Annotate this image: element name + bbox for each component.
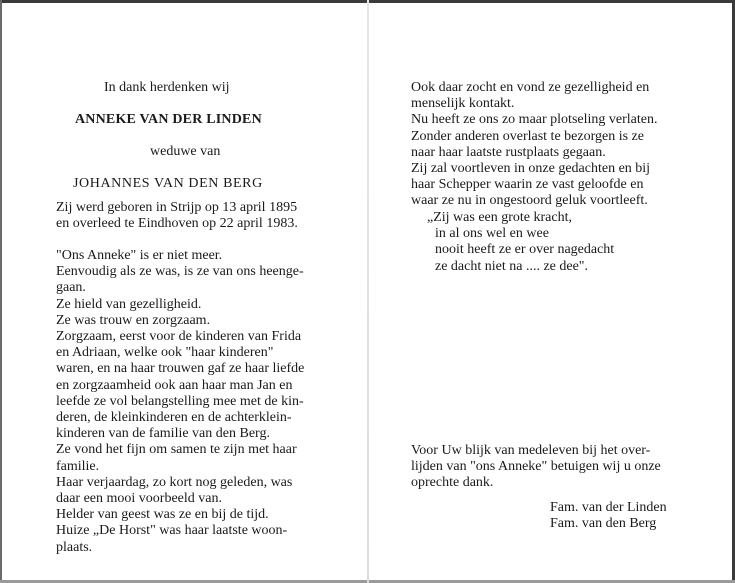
text-line: daar een mooi voorbeeld van. bbox=[56, 491, 222, 507]
widow-of-line: weduwe van bbox=[150, 144, 221, 159]
text-line: Voor Uw blijk van medeleven bij het over- bbox=[411, 443, 651, 458]
poem-line: „Zij was een grote kracht, bbox=[427, 210, 572, 225]
signoff-line: Fam. van der Linden bbox=[550, 500, 667, 515]
text-line: Huize „De Horst" was haar laatste woon- bbox=[56, 523, 288, 539]
signoff-line: Fam. van den Berg bbox=[550, 516, 657, 532]
text-line: deren, de kleinkinderen en de achterklein- bbox=[56, 410, 292, 426]
poem-line: nooit heeft ze er over nagedacht bbox=[435, 242, 615, 258]
intro-line: In dank herdenken wij bbox=[104, 80, 230, 95]
text-line: haar Schepper waarin ze vast geloofde en bbox=[411, 177, 644, 193]
birth-paragraph bbox=[56, 200, 324, 232]
text-line: familie. bbox=[56, 458, 100, 474]
text-line: Eenvoudig als ze was, is ze van ons heenge- bbox=[56, 264, 304, 280]
text-line: Haar verjaardag, zo kort nog geleden, was bbox=[56, 474, 293, 490]
poem-line: ze dacht niet na .... ze dee". bbox=[435, 258, 589, 274]
family-signoff bbox=[550, 500, 667, 532]
text-line: "Ons Anneke" is er niet meer. bbox=[56, 248, 223, 263]
text-line: Ze vond het fijn om samen te zijn met haar bbox=[56, 442, 297, 458]
text-line: oprechte dank. bbox=[411, 475, 494, 491]
birth-line: en overleed te Eindhoven op 22 april 1983. bbox=[56, 216, 298, 232]
deceased-name: ANNEKE VAN DER LINDEN bbox=[75, 112, 262, 127]
text-line: leefde ze vol belangstelling mee met de kin- bbox=[56, 393, 304, 409]
center-fold bbox=[367, 0, 369, 583]
text-line: Helder van geest was ze en bij de tijd. bbox=[56, 507, 269, 523]
birth-line: Zij werd geboren in Strijp op 13 april 1895 bbox=[56, 200, 298, 215]
spouse-name: JOHANNES VAN DEN BERG bbox=[73, 176, 263, 191]
text-line: lijden van "ons Anneke" betuigen wij u onze bbox=[411, 459, 661, 475]
poem-quote bbox=[427, 210, 614, 275]
thanks-paragraph bbox=[411, 443, 703, 492]
text-line: Zorgzaam, eerst voor de kinderen van Frida bbox=[56, 329, 302, 345]
left-page bbox=[56, 0, 324, 583]
text-line: en Adriaan, welke ook "haar kinderen" bbox=[56, 345, 274, 361]
poem-line: in al ons wel en wee bbox=[435, 226, 549, 242]
text-line: plaats. bbox=[56, 539, 93, 555]
text-line: en zorgzaamheid ook aan haar man Jan en bbox=[56, 377, 293, 393]
text-line: waar ze nu in ongestoord geluk voortleeft. bbox=[411, 193, 648, 209]
right-body-text bbox=[411, 80, 703, 210]
text-line: Nu heeft ze ons zo maar plotseling verlaten. bbox=[411, 112, 658, 128]
text-line: menselijk kontakt. bbox=[411, 96, 515, 112]
right-page bbox=[411, 0, 703, 583]
text-line: gaan. bbox=[56, 280, 86, 296]
text-line: Ze hield van gezelligheid. bbox=[56, 296, 202, 312]
text-line: waren, en na haar trouwen gaf ze haar liefde bbox=[56, 361, 305, 377]
text-line: Zonder anderen overlast te bezorgen is ze bbox=[411, 128, 644, 144]
text-line: Zij zal voortleven in onze gedachten en bij bbox=[411, 161, 651, 177]
text-line: kinderen van de familie van den Berg. bbox=[56, 426, 270, 442]
text-line: Ze was trouw en zorgzaam. bbox=[56, 312, 211, 328]
card-edge-left bbox=[0, 0, 2, 583]
left-body-text bbox=[56, 248, 324, 556]
text-line: naar haar laatste rustplaats gegaan. bbox=[411, 144, 606, 160]
text-line: Ook daar zocht en vond ze gezelligheid en bbox=[411, 80, 650, 95]
